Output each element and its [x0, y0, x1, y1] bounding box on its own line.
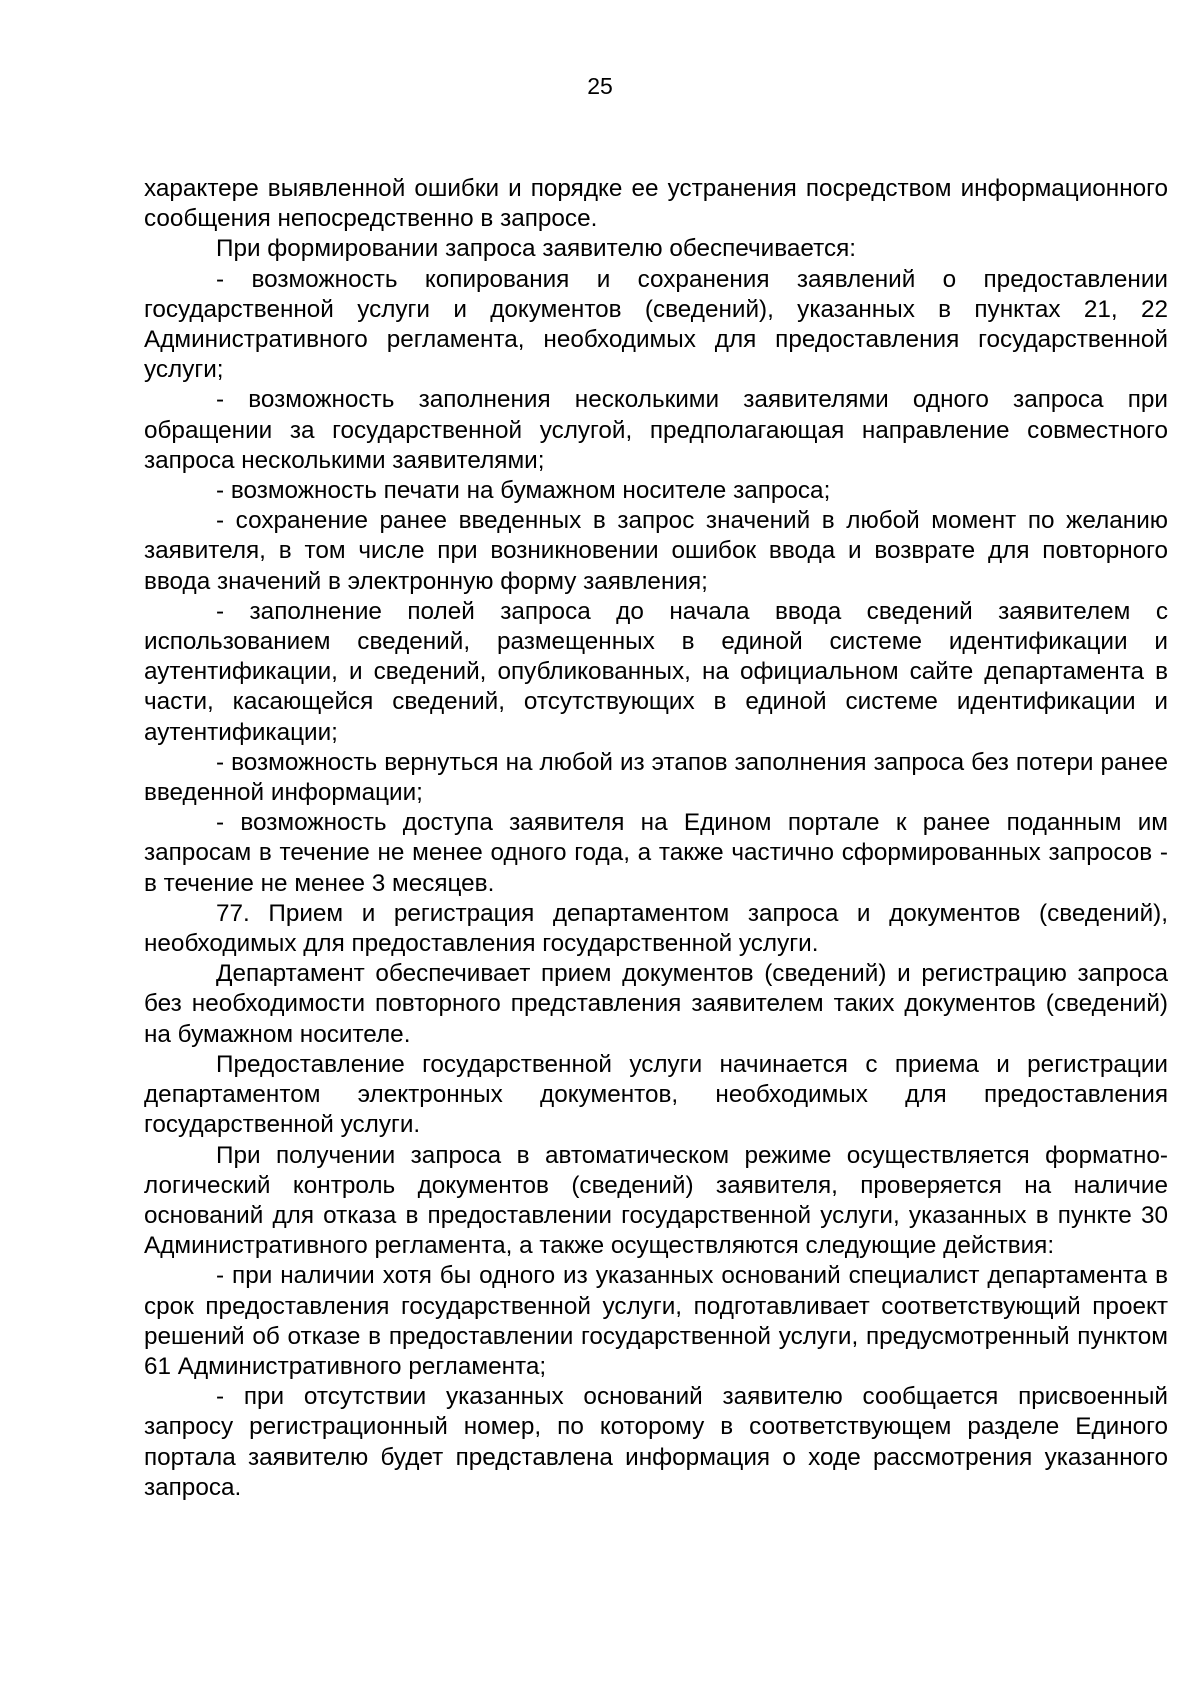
paragraph-department-reception: Департамент обеспечивает прием документов (сведений) и регистрацию запроса без необходимости повторного представления заявителем таких документов (сведений) на бумажном носителе. [144, 960, 1168, 1048]
paragraph-service-start: Предоставление государственной услуги начинается с приема и регистрации департаментом электронных документов, необходимых для предоставления государственной услуги. [144, 1050, 1168, 1139]
list-item-refusal-grounds: - при наличии хотя бы одного из указанных оснований специалист департамента в срок предоставления государственной услуги, подготавливает соответствующий проект решений об отказе в предоставлении государственной услуги, предусмотренный пунктом 61 Административного регламента; [144, 1262, 1168, 1380]
list-item-access-requests: - возможность доступа заявителя на Едином портале к ранее поданным им запросам в течение не менее одного года, а также частично сформированных запросов - в течение не менее 3 месяцев. [144, 809, 1168, 897]
list-item-print: - возможность печати на бумажном носителе запроса; [216, 477, 831, 505]
paragraph-continuation: характере выявленной ошибки и порядке ее устранения посредством информационного сообщения непосредственно в запросе. [144, 175, 1168, 233]
paragraph-automatic-control: При получении запроса в автоматическом режиме осуществляется форматно-логический контроль документов (сведений) заявителя, проверяется на наличие оснований для отказа в предоставлении государственной услуги, указанных в пункте 30 Административного регламента, а также осуществляются следующие действия: [144, 1141, 1168, 1260]
page-number: 25 [587, 73, 613, 99]
list-item-registration-number: - при отсутствии указанных оснований заявителю сообщается присвоенный запросу регистрационный номер, по которому в соответствующем разделе Единого портала заявителю будет представлена информация о ходе рассмотрения указанного запроса. [144, 1383, 1168, 1501]
list-item-joint-request: - возможность заполнения несколькими заявителями одного запроса при обращении за государственной услугой, предполагающая направление совместного запроса несколькими заявителями; [144, 386, 1168, 474]
document-body [144, 174, 1168, 1503]
list-item-save-values: - сохранение ранее введенных в запрос значений в любой момент по желанию заявителя, в том числе при возникновении ошибок ввода и возврате для повторного ввода значений в электронную форму заявления; [144, 507, 1168, 595]
list-item-copy-save: - возможность копирования и сохранения заявлений о предоставлении государственной услуги и документов (сведений), указанных в пунктах 21, 22 Административного регламента, необходимых для предоставления государственной услуги; [144, 265, 1168, 384]
section-77-heading: 77. Прием и регистрация департаментом запроса и документов (сведений), необходимых для предоставления государственной услуги. [144, 899, 1168, 958]
paragraph-request-features-intro: При формировании запроса заявителю обеспечивается: [216, 235, 856, 263]
list-item-return-step: - возможность вернуться на любой из этапов заполнения запроса без потери ранее введенной информации; [144, 748, 1168, 807]
list-item-autofill: - заполнение полей запроса до начала ввода сведений заявителем с использованием сведений, размещенных в единой системе идентификации и аутентификации, и сведений, опубликованных, на официальном сайте департамента в части, касающейся сведений, отсутствующих в единой системе идентификации и аутентификации; [144, 597, 1168, 746]
